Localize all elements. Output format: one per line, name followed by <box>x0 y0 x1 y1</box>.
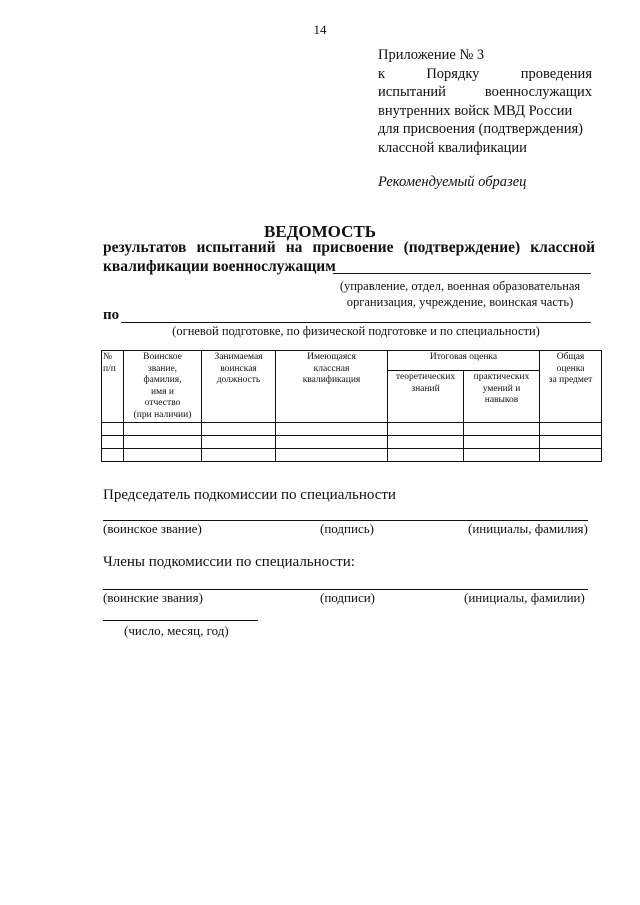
header-line: квалификация <box>302 375 361 385</box>
col-overall-header <box>540 351 602 423</box>
table-cell <box>202 423 276 436</box>
header-line: оценка <box>556 363 585 374</box>
subject-hint: (огневой подготовке, по физической подготовке и по специальности) <box>172 324 540 338</box>
header-line: отчество <box>144 398 181 408</box>
members-names-caption: (инициалы, фамилии) <box>464 590 585 605</box>
table-cell <box>102 436 124 449</box>
unit-hint-line-1: (управление, отдел, военная образовательная <box>339 279 581 293</box>
header-line: теоретических <box>395 372 456 383</box>
table-cell <box>540 423 602 436</box>
appendix-line-3: внутренних войск МВД России <box>378 102 573 119</box>
header-line: (при наличии) <box>133 409 192 420</box>
table-header-row <box>102 351 602 371</box>
col-theory-header <box>388 371 464 423</box>
table-cell <box>202 449 276 462</box>
appendix-word: проведения <box>520 65 592 82</box>
subtitle-word: (подтверждение) <box>403 239 521 256</box>
appendix-word: Порядку <box>426 65 480 82</box>
header-line: звание, <box>147 363 178 374</box>
members-signatures-caption: (подписи) <box>320 590 375 605</box>
table-row <box>102 423 602 436</box>
col-number-header: № п/п <box>102 351 124 423</box>
table-row <box>102 436 602 449</box>
table-cell <box>276 449 388 462</box>
table-cell <box>388 436 464 449</box>
table-cell <box>276 423 388 436</box>
header-line: умений и <box>482 383 521 394</box>
header-line: должность <box>216 375 261 385</box>
appendix-word: к <box>378 65 386 82</box>
table-cell <box>124 423 202 436</box>
table-row <box>102 449 602 462</box>
col-position-header <box>202 351 276 423</box>
col-practice-header <box>464 371 540 423</box>
results-table <box>101 350 602 462</box>
col-final-grade-header: Итоговая оценка <box>388 351 540 371</box>
table-cell <box>388 423 464 436</box>
unit-hint <box>320 278 600 310</box>
table-cell <box>102 423 124 436</box>
table-cell <box>464 449 540 462</box>
header-line: практических <box>473 372 530 383</box>
table-cell <box>464 423 540 436</box>
appendix-line-5: классной квалификации <box>378 139 527 156</box>
table-cell <box>102 449 124 462</box>
subtitle-word: результатов <box>103 239 187 256</box>
col-qualification-header <box>276 351 388 423</box>
header-line: Имеющаяся <box>307 352 356 362</box>
subtitle-word: присвоение <box>312 239 394 256</box>
appendix-block <box>378 46 592 157</box>
date-caption: (число, месяц, год) <box>124 623 229 638</box>
header-line: за предмет <box>548 375 593 385</box>
date-line <box>103 620 258 621</box>
col-rank-header <box>124 351 202 423</box>
header-line: фамилия, <box>143 375 182 385</box>
table-cell <box>540 449 602 462</box>
subtitle-word: классной <box>530 239 595 256</box>
appendix-word: испытаний <box>378 84 446 100</box>
table-cell <box>540 436 602 449</box>
appendix-title: Приложение № 3 <box>378 47 485 63</box>
header-line: Воинское <box>143 352 182 362</box>
members-heading: Члены подкомиссии по специальности: <box>103 554 355 570</box>
header-line: классная <box>313 363 350 374</box>
table-cell <box>124 436 202 449</box>
subtitle-word: на <box>285 239 303 256</box>
chairman-signature-caption: (подпись) <box>320 521 374 536</box>
document-title: ВЕДОМОСТЬ <box>264 222 376 241</box>
appendix-line-1 <box>378 65 592 84</box>
chairman-name-caption: (инициалы, фамилия) <box>468 521 588 536</box>
table-cell <box>388 449 464 462</box>
page-number: 14 <box>313 22 327 37</box>
unit-fill-line <box>333 273 591 274</box>
subject-prefix: по <box>103 307 120 323</box>
header-line: знаний <box>411 383 440 394</box>
table-cell <box>464 436 540 449</box>
document-subtitle-line-1 <box>103 239 595 257</box>
recommended-sample-label: Рекомендуемый образец <box>378 174 527 190</box>
header-line: навыков <box>484 395 519 406</box>
appendix-word: военнослужащих <box>484 84 592 100</box>
header-line: Занимаемая <box>214 352 263 362</box>
header-line: Общая <box>556 352 585 362</box>
subtitle-word: испытаний <box>196 239 276 256</box>
chairman-rank-caption: (воинское звание) <box>103 521 202 536</box>
table-cell <box>124 449 202 462</box>
members-ranks-caption: (воинские звания) <box>103 590 203 605</box>
unit-hint-line-2: организация, учреждение, воинская часть) <box>346 295 574 309</box>
header-line: воинская <box>220 363 257 374</box>
table-cell <box>202 436 276 449</box>
chairman-heading: Председатель подкомиссии по специальности <box>103 487 396 503</box>
appendix-line-2 <box>378 83 592 102</box>
document-subtitle-line-2: квалификации военнослужащим <box>103 258 336 275</box>
table-cell <box>276 436 388 449</box>
header-line: имя и <box>151 386 174 397</box>
appendix-line-4: для присвоения (подтверждения) <box>378 121 583 137</box>
